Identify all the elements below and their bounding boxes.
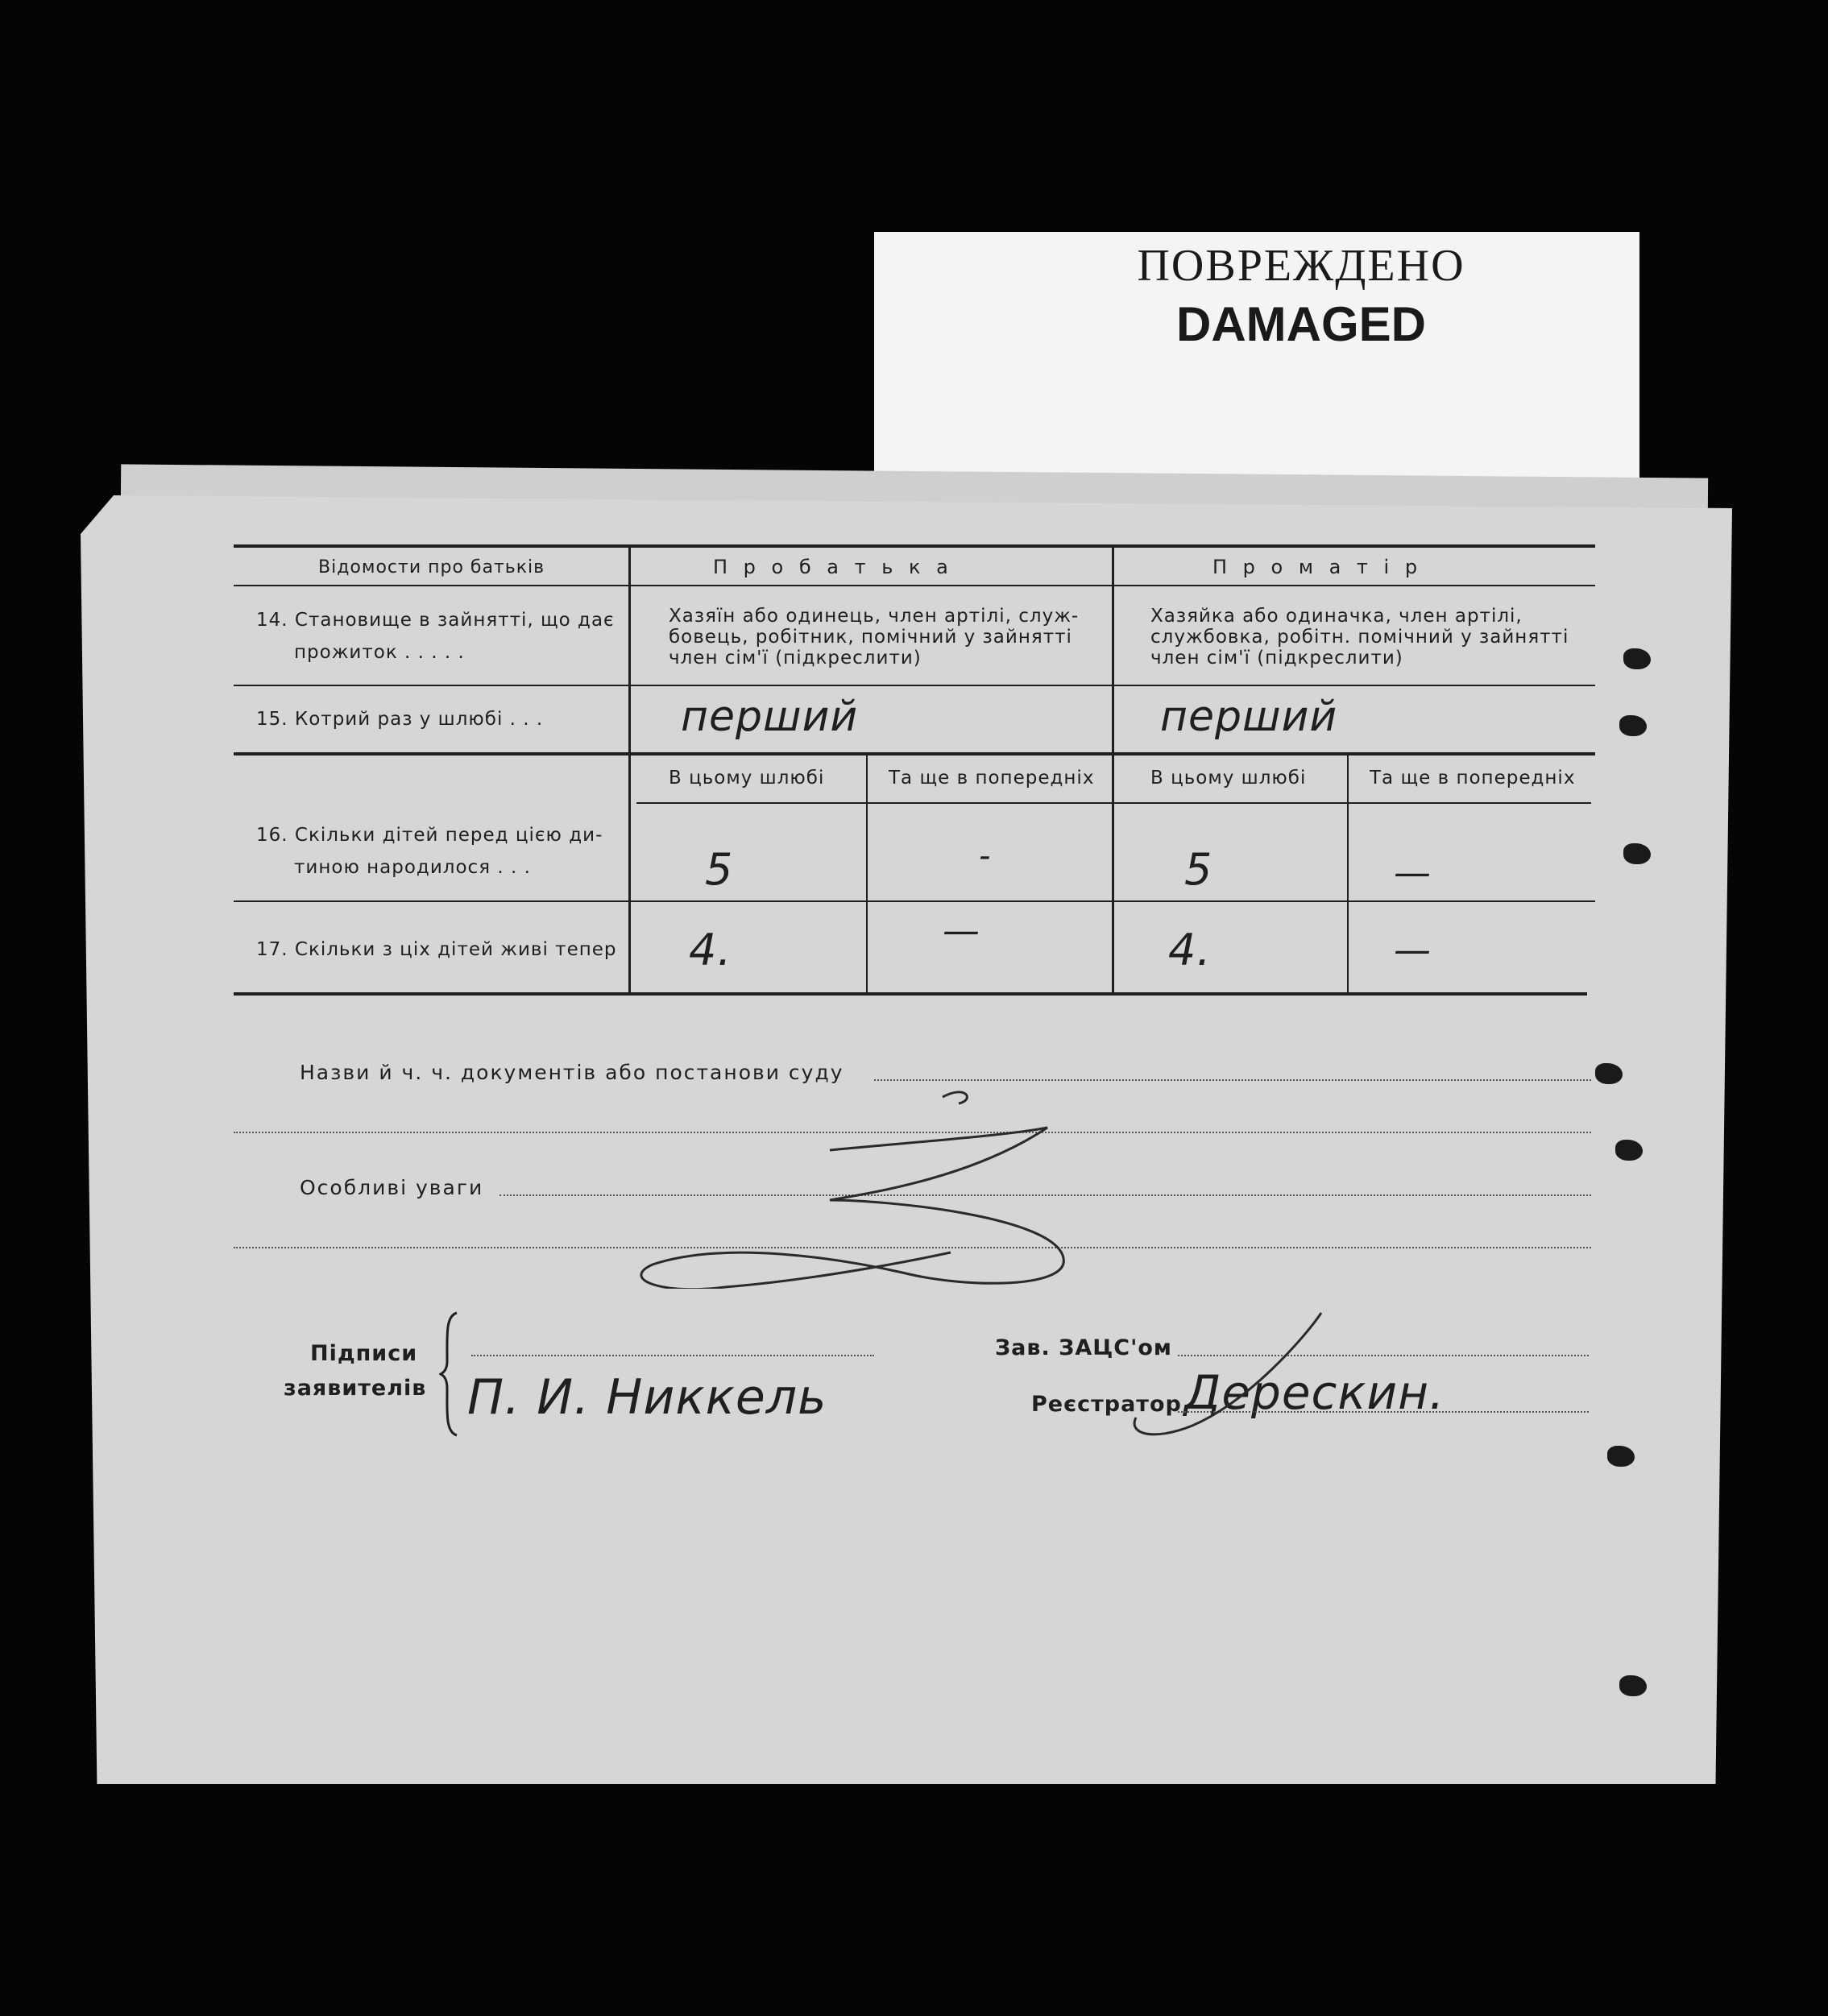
row16-label-line2: тиною народилося . . . — [294, 857, 531, 878]
row14-father-line3: член сім'ї (підкреслити) — [669, 648, 922, 669]
binding-hole — [1595, 1063, 1623, 1084]
damage-label-card — [874, 232, 1639, 498]
row14-mother-line3: член сім'ї (підкреслити) — [1150, 648, 1403, 669]
header-bottom-rule — [234, 585, 1595, 586]
subheader-bottom-rule — [636, 802, 1591, 804]
row16-label-line1: 16. Скільки дітей перед цією ди- — [256, 825, 603, 846]
row17-father-this: 4. — [689, 925, 732, 975]
table-top-border — [234, 544, 1595, 548]
documents-label: Назви й ч. ч. документів або постанови суду — [300, 1061, 844, 1084]
row17-mother-this: 4. — [1168, 925, 1212, 975]
row16-mother-this: 5 — [1184, 844, 1213, 895]
header-about-mother: П р о м а т і р — [1212, 556, 1423, 578]
registrar-signature: Дерескин. — [1184, 1365, 1445, 1420]
row15-father-value: перший — [681, 693, 859, 741]
mother-sub-divider — [1347, 755, 1349, 995]
registrar-label: Реєстратор — [1031, 1392, 1182, 1417]
subheader-mother-prev: Та ще в попередніх — [1370, 768, 1576, 789]
binding-hole — [1619, 715, 1647, 736]
signatures-label-line2: заявителів — [284, 1376, 427, 1401]
signature-line-1 — [471, 1355, 874, 1356]
row16-father-prev: - — [979, 838, 992, 875]
registrar-flourish — [1120, 1305, 1370, 1450]
row16-father-this: 5 — [705, 844, 734, 895]
row15-mother-value: перший — [1160, 693, 1338, 741]
damage-label-ru: ПОВРЕЖДЕНО — [1137, 241, 1465, 291]
applicant-signature: П. И. Никкель — [467, 1369, 827, 1426]
row14-father-line1: Хазяїн або одинець, член артілі, служ- — [669, 606, 1080, 627]
row17-father-prev: — — [943, 909, 980, 952]
binding-hole — [1623, 843, 1651, 864]
row14-label-line2: прожиток . . . . . — [294, 642, 465, 663]
row16-bottom-rule — [234, 900, 1595, 902]
row14-mother-line1: Хазяйка або одиначка, член артілі, — [1150, 606, 1523, 627]
row14-mother-line2: службовка, робітн. помічний у зайнятті — [1150, 627, 1569, 648]
binding-hole — [1607, 1446, 1635, 1467]
damage-label-en: DAMAGED — [1176, 297, 1426, 351]
row14-label-line1: 14. Становище в зайнятті, що дає — [256, 610, 615, 631]
row17-mother-prev: — — [1394, 928, 1432, 971]
subheader-father-prev: Та ще в попередніх — [889, 768, 1095, 789]
col-divider-1 — [628, 548, 631, 995]
table-bottom-border — [234, 992, 1587, 996]
header-parents-info: Відомости про батьків — [318, 557, 545, 577]
row15-label: 15. Котрий раз у шлюбі . . . — [256, 709, 544, 730]
subheader-mother-this: В цьому шлюбі — [1150, 768, 1307, 789]
binding-hole — [1619, 1675, 1647, 1696]
row14-father-line2: бовець, робітник, помічний у зайнятті — [669, 627, 1072, 648]
remarks-label: Особливі уваги — [300, 1176, 484, 1199]
head-of-registry-label: Зав. ЗАЦС'ом — [995, 1335, 1172, 1360]
subheader-father-this: В цьому шлюбі — [669, 768, 825, 789]
col-divider-2 — [1112, 548, 1114, 995]
signatures-label-line1: Підписи — [310, 1341, 418, 1366]
cancellation-z-mark — [628, 1079, 1080, 1289]
row17-label: 17. Скільки з ціх дітей живі тепер — [256, 939, 617, 960]
father-sub-divider — [866, 755, 868, 995]
header-about-father: П р о б а т ь к а — [713, 556, 953, 578]
binding-hole — [1623, 648, 1651, 669]
signatures-brace — [439, 1311, 463, 1437]
row14-bottom-rule — [234, 685, 1595, 686]
row15-bottom-rule — [234, 752, 1595, 755]
binding-hole — [1615, 1140, 1643, 1161]
row16-mother-prev: — — [1394, 851, 1432, 894]
